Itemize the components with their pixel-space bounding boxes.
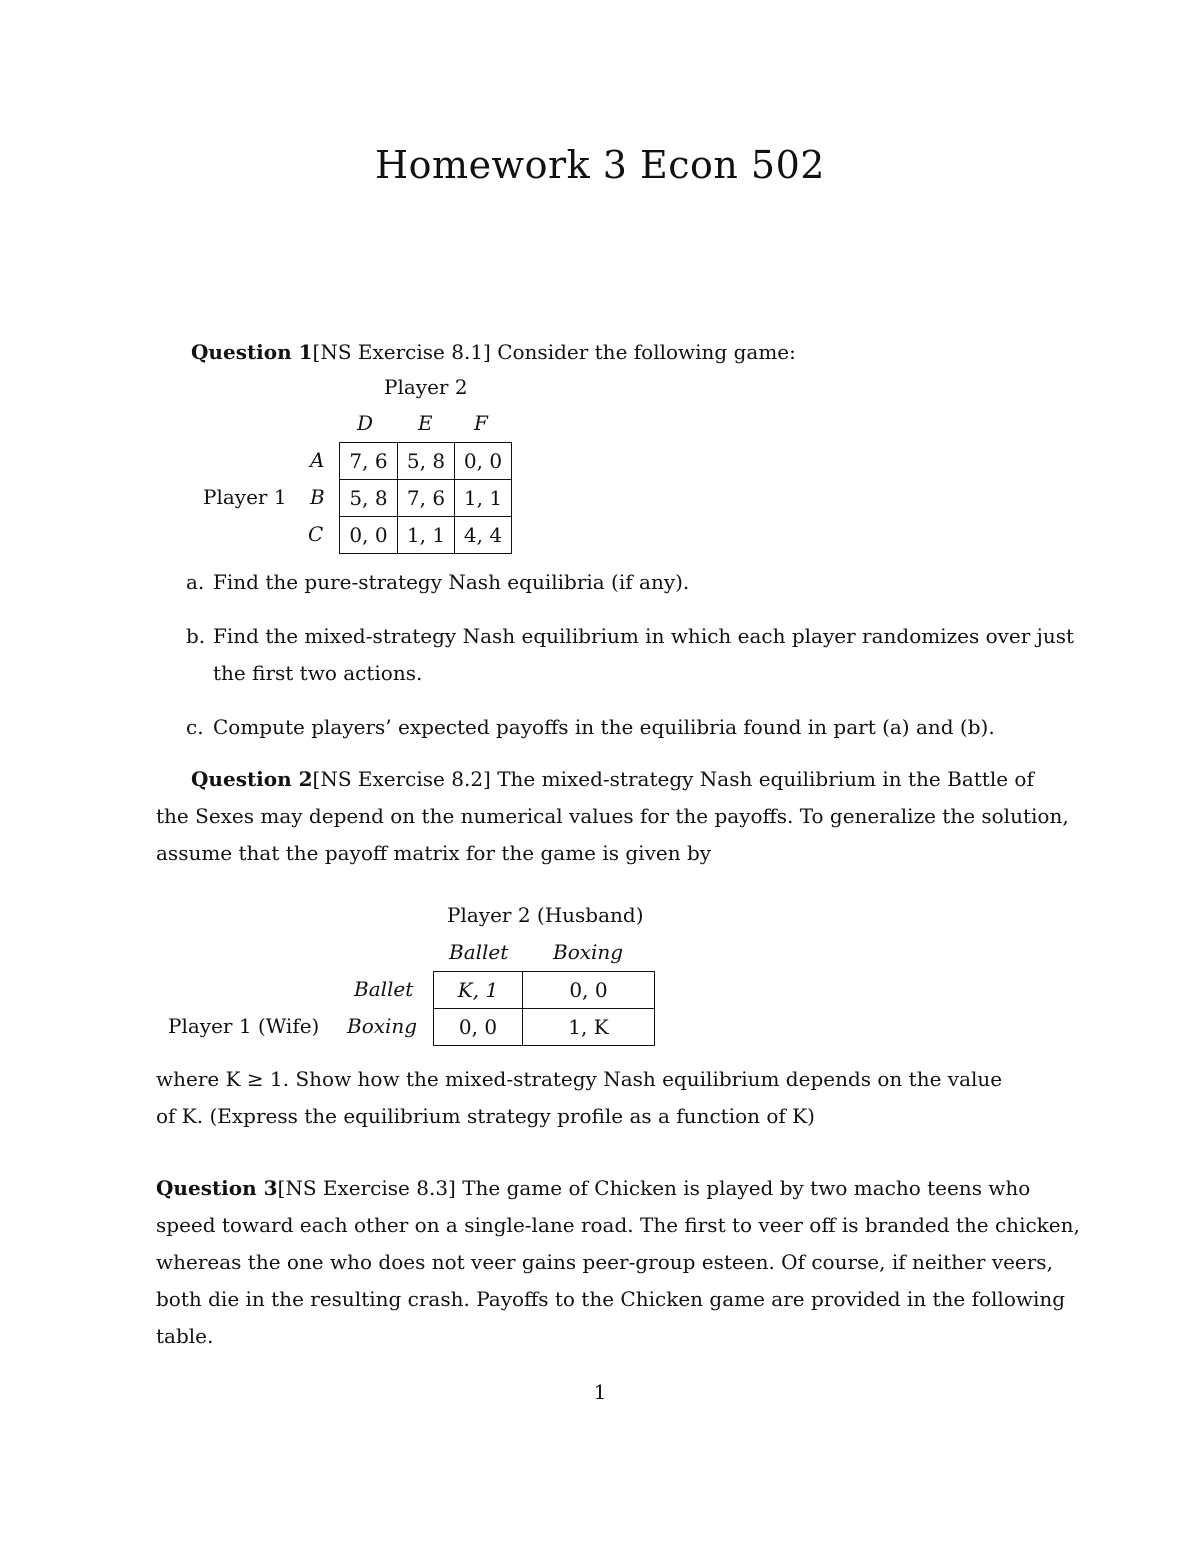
q1-cell-a-e: 5, 8 [398, 443, 455, 480]
q1-payoff-matrix [339, 442, 512, 554]
question-2-line3: assume that the payoff matrix for the game is given by [156, 841, 712, 865]
q2-row-label-boxing: Boxing [347, 1014, 418, 1038]
q1-row-label-a: A [310, 448, 325, 472]
q2-cell-ballet-boxing: 0, 0 [523, 972, 655, 1009]
q1-cell-b-d: 5, 8 [340, 480, 398, 517]
q1-item-c [186, 709, 995, 746]
q1-col-label-f: F [474, 411, 488, 435]
q1-row-label-b: B [310, 485, 325, 509]
question-1-intro [191, 340, 796, 364]
q1-row-a [340, 443, 512, 480]
q1-player2-label: Player 2 [384, 375, 468, 399]
q1-item-a-marker: a. [186, 570, 205, 594]
q1-cell-b-f: 1, 1 [455, 480, 512, 517]
question-1-source: [NS Exercise 8.1] Consider the following game: [312, 340, 796, 364]
q2-row-ballet [434, 972, 655, 1009]
q2-cell-boxing-ballet: 0, 0 [434, 1009, 523, 1046]
q2-player1-label: Player 1 (Wife) [168, 1014, 320, 1038]
q1-col-label-e: E [418, 411, 433, 435]
q1-item-b-line1: Find the mixed-strategy Nash equilibrium in which each player randomizes over just [213, 624, 1075, 648]
question-2-label: Question 2 [191, 767, 313, 791]
q1-item-b-marker: b. [186, 624, 206, 648]
q2-cell-boxing-boxing: 1, K [523, 1009, 655, 1046]
q1-row-c [340, 517, 512, 554]
q1-item-c-marker: c. [186, 715, 204, 739]
question-3-line3: whereas the one who does not veer gains peer-group esteen. Of course, if neither veers, [156, 1250, 1053, 1274]
question-2-line1 [191, 761, 1034, 798]
q1-row-label-c: C [308, 522, 324, 546]
q1-item-c-text: Compute players’ expected payoffs in the equilibria found in part (a) and (b). [213, 715, 995, 739]
q2-col-label-boxing: Boxing [553, 940, 624, 964]
q1-item-a-text: Find the pure-strategy Nash equilibria (if any). [213, 570, 690, 594]
question-3-line1 [156, 1170, 1030, 1207]
question-3-line1-text: [NS Exercise 8.3] The game of Chicken is played by two macho teens who [277, 1176, 1031, 1200]
q1-cell-c-f: 4, 4 [455, 517, 512, 554]
question-3-line5: table. [156, 1324, 214, 1348]
q2-row-label-ballet: Ballet [354, 977, 414, 1001]
question-2-line2: the Sexes may depend on the numerical values for the payoffs. To generalize the solution, [156, 804, 1069, 828]
q1-player1-label: Player 1 [203, 485, 287, 509]
q1-col-label-d: D [357, 411, 374, 435]
q2-after-line1: where K ≥ 1. Show how the mixed-strategy Nash equilibrium depends on the value [156, 1067, 1003, 1091]
q1-cell-b-e: 7, 6 [398, 480, 455, 517]
question-1-label: Question 1 [191, 340, 313, 364]
document-title: Homework 3 Econ 502 [375, 143, 825, 187]
question-3-line2: speed toward each other on a single-lane road. The first to veer off is branded the chicken, [156, 1213, 1080, 1237]
q2-cell-ballet-ballet: K, 1 [434, 972, 523, 1009]
q1-cell-a-f: 0, 0 [455, 443, 512, 480]
q1-row-b [340, 480, 512, 517]
q2-payoff-matrix [433, 971, 655, 1046]
q1-item-b [186, 618, 1075, 655]
page-number: 1 [593, 1380, 607, 1404]
question-3-line4: both die in the resulting crash. Payoffs to the Chicken game are provided in the following [156, 1287, 1066, 1311]
q2-row-boxing [434, 1009, 655, 1046]
q1-item-b-line2: the first two actions. [213, 661, 423, 685]
q1-cell-c-e: 1, 1 [398, 517, 455, 554]
question-3-label: Question 3 [156, 1176, 278, 1200]
question-2-line1-text: [NS Exercise 8.2] The mixed-strategy Nash equilibrium in the Battle of [312, 767, 1034, 791]
q2-after-line2: of K. (Express the equilibrium strategy profile as a function of K) [156, 1104, 815, 1128]
q1-cell-c-d: 0, 0 [340, 517, 398, 554]
q1-item-a [186, 564, 690, 601]
q1-cell-a-d: 7, 6 [340, 443, 398, 480]
q2-player2-label: Player 2 (Husband) [447, 903, 644, 927]
q2-col-label-ballet: Ballet [449, 940, 509, 964]
